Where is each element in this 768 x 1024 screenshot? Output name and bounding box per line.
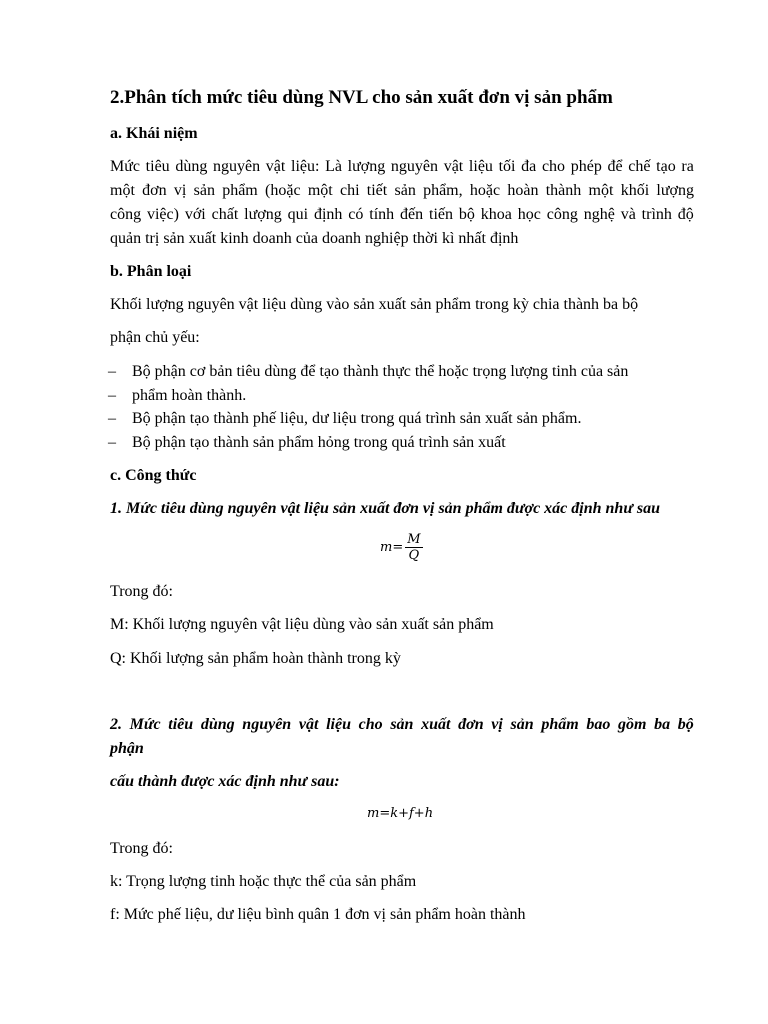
word: đơn bbox=[458, 716, 484, 733]
section-b-intro-line-2: phận chủ yếu: bbox=[110, 329, 200, 346]
section-b-intro-line-1: Khối lượng nguyên vật liệu dùng vào sản xuất sản phẩm trong kỳ chia thành ba bộ bbox=[110, 296, 639, 313]
paragraph-line-1 bbox=[110, 157, 694, 177]
word: lượng bbox=[347, 158, 386, 175]
word: đến bbox=[400, 206, 424, 223]
word: chất bbox=[211, 206, 239, 223]
word: phẩm bbox=[541, 716, 579, 733]
word: vật bbox=[298, 716, 319, 733]
word: ba bbox=[654, 716, 671, 733]
formula-2-heading-line-3: cấu thành được xác định như sau: bbox=[110, 773, 340, 790]
word: tiết bbox=[366, 182, 388, 199]
bullet-item bbox=[108, 409, 582, 429]
bullet-dash: – bbox=[108, 410, 116, 427]
formula-1-fraction bbox=[405, 532, 422, 563]
bullet-text: Bộ phận tạo thành phế liệu, dư liệu trong quá trình sản xuất sản phẩm. bbox=[132, 410, 582, 427]
word: thành bbox=[545, 182, 582, 199]
word: lượng bbox=[656, 182, 694, 199]
word: hoặc bbox=[469, 182, 501, 199]
word: cho bbox=[541, 158, 566, 175]
bullet-text: Bộ phận tạo thành sản phẩm hỏng trong quá trình sản xuất bbox=[132, 434, 506, 451]
formula-1-numerator: M bbox=[407, 532, 421, 547]
word: một bbox=[307, 182, 333, 199]
word: với bbox=[184, 206, 206, 223]
bullet-item bbox=[108, 433, 506, 453]
word: nguyên bbox=[213, 158, 261, 175]
formula-2-heading-line-1 bbox=[110, 715, 694, 735]
word: tạo bbox=[656, 158, 676, 175]
formula-1-where-label: Trong đó: bbox=[110, 583, 173, 600]
formula-1-heading: 1. Mức tiêu dùng nguyên vật liệu sản xuất đơn vị sản phẩm được xác định như sau bbox=[110, 500, 661, 517]
word: có bbox=[348, 206, 364, 223]
word: bộ bbox=[677, 716, 694, 733]
word: một bbox=[110, 182, 135, 199]
formula-2: m=k+f+h bbox=[367, 806, 434, 821]
paragraph-line-2 bbox=[110, 181, 694, 201]
word: chế bbox=[628, 158, 651, 175]
word: vật bbox=[443, 158, 464, 175]
word: liệu: bbox=[291, 158, 320, 175]
word: vị bbox=[491, 716, 503, 733]
word: sản bbox=[394, 182, 416, 199]
word: tiêu bbox=[145, 158, 170, 175]
word: nguyên bbox=[242, 716, 292, 733]
word: sản bbox=[390, 716, 414, 733]
word: sản bbox=[510, 716, 534, 733]
word: ra bbox=[681, 158, 694, 175]
word: việc) bbox=[146, 206, 179, 223]
bullet-text: Bộ phận cơ bản tiêu dùng để tạo thành thực thể hoặc trọng lượng tinh của sản bbox=[132, 363, 629, 380]
word: học bbox=[517, 206, 541, 223]
word: phẩm, bbox=[423, 182, 463, 199]
section-c-heading: c. Công thức bbox=[110, 467, 197, 484]
word: tiêu bbox=[168, 716, 194, 733]
word: xuất bbox=[421, 716, 451, 733]
word: cho bbox=[358, 716, 383, 733]
word: bao bbox=[586, 716, 611, 733]
word: đa bbox=[521, 158, 537, 175]
formula-1 bbox=[380, 532, 423, 563]
word: dùng bbox=[200, 716, 235, 733]
word: lượng bbox=[244, 206, 282, 223]
bullet-dash: – bbox=[108, 387, 116, 404]
word: khoa bbox=[480, 206, 512, 223]
bullet-item bbox=[108, 362, 629, 382]
formula-2-where-label: Trong đó: bbox=[110, 840, 173, 857]
word: nghệ bbox=[583, 206, 615, 223]
word: vị bbox=[173, 182, 187, 199]
word: bộ bbox=[458, 206, 475, 223]
word: Mức bbox=[129, 716, 161, 733]
bullet-dash: – bbox=[108, 363, 116, 380]
word: khối bbox=[620, 182, 650, 199]
word: nguyên bbox=[390, 158, 439, 175]
word: định bbox=[313, 206, 343, 223]
word: tiến bbox=[429, 206, 453, 223]
definition-k: k: Trọng lượng tinh hoặc thực thể của sản phẩm bbox=[110, 873, 417, 890]
word: công bbox=[110, 206, 142, 223]
word: dùng bbox=[175, 158, 208, 175]
word: hoàn bbox=[507, 182, 539, 199]
section-b-heading: b. Phân loại bbox=[110, 263, 192, 280]
definition-m: M: Khối lượng nguyên vật liệu dùng vào sản xuất sản phẩm bbox=[110, 616, 494, 633]
section-a-heading: a. Khái niệm bbox=[110, 125, 198, 142]
paragraph-line-4: quản trị sản xuất kinh doanh của doanh nghiệp thời kì nhất định bbox=[110, 230, 519, 247]
word: liệu bbox=[468, 158, 493, 175]
word: vật bbox=[265, 158, 286, 175]
bullet-text: phẩm hoàn thành. bbox=[132, 387, 247, 404]
bullet-item bbox=[108, 386, 247, 406]
paragraph-line-3 bbox=[110, 205, 694, 225]
word: và bbox=[620, 206, 636, 223]
word: Mức bbox=[110, 158, 140, 175]
definition-f: f: Mức phế liệu, dư liệu bình quân 1 đơn vị sản phẩm hoàn thành bbox=[110, 906, 526, 923]
word: phép bbox=[570, 158, 602, 175]
formula-1-lhs: m= bbox=[380, 540, 404, 555]
word: 2. bbox=[110, 716, 122, 733]
word: để bbox=[607, 158, 623, 175]
formula-1-denominator: Q bbox=[408, 548, 420, 563]
word: sản bbox=[193, 182, 215, 199]
formula-2-heading-line-2: phận bbox=[110, 740, 144, 757]
word: một bbox=[588, 182, 614, 199]
definition-q: Q: Khối lượng sản phẩm hoàn thành trong kỳ bbox=[110, 650, 401, 667]
word: độ bbox=[677, 206, 694, 223]
word: qui bbox=[287, 206, 309, 223]
word: liệu bbox=[326, 716, 351, 733]
word: tính bbox=[369, 206, 395, 223]
word: (hoặc bbox=[265, 182, 301, 199]
word: công bbox=[546, 206, 578, 223]
bullet-dash: – bbox=[108, 434, 116, 451]
word: phẩm bbox=[222, 182, 258, 199]
word: Là bbox=[325, 158, 342, 175]
word: tối bbox=[498, 158, 516, 175]
word: trình bbox=[641, 206, 672, 223]
word: chi bbox=[339, 182, 360, 199]
word: đơn bbox=[142, 182, 167, 199]
page-title: 2.Phân tích mức tiêu dùng NVL cho sản xuất đơn vị sản phẩm bbox=[110, 87, 613, 108]
word: gồm bbox=[618, 716, 647, 733]
